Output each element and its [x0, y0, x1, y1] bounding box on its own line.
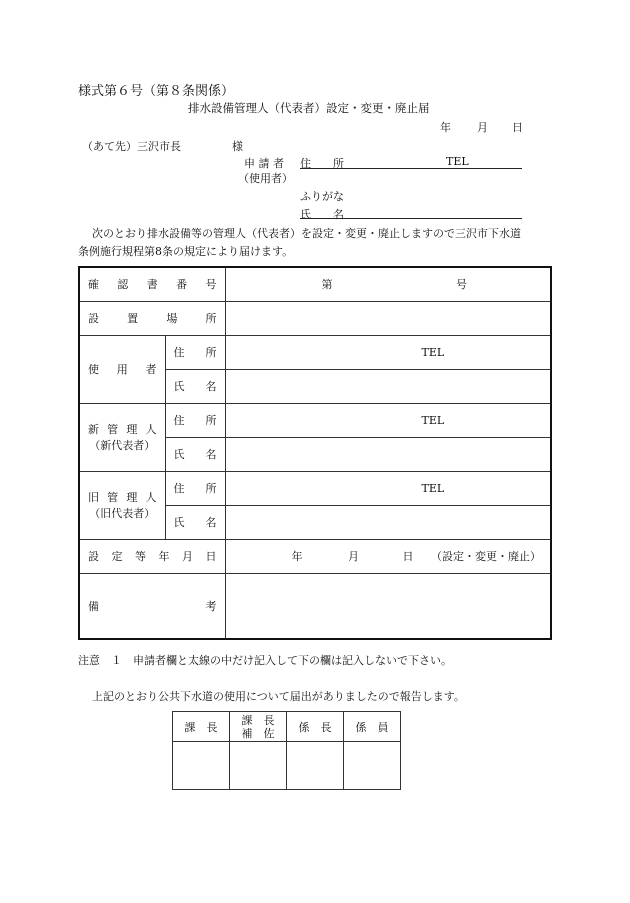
old-manager-name-label: 氏 名	[165, 505, 225, 539]
applicant-address-label: 住 所	[300, 157, 344, 170]
set-date-label: 設 定 等 年 月 日	[79, 539, 225, 573]
form-number: 様式第６号（第８条関係）	[78, 84, 235, 99]
user-name-label: 氏 名	[165, 369, 225, 403]
new-manager-name-field[interactable]	[225, 437, 551, 471]
user-tel-label: TEL	[421, 345, 445, 359]
confirm-number-field[interactable]	[225, 267, 551, 301]
location-label: 設 置 場 所	[79, 301, 225, 335]
addressee: （あて先）三沢市長	[82, 140, 181, 153]
applicant-tel-label: TEL	[446, 155, 469, 168]
old-manager-name-field[interactable]	[225, 505, 551, 539]
confirm-number-label: 確 認 書 番 号	[79, 267, 225, 301]
new-manager-address-field[interactable]	[225, 403, 551, 437]
user-name-field[interactable]	[225, 369, 551, 403]
new-manager-tel-label: TEL	[421, 413, 445, 427]
approval-kakariin-label: 係 員	[344, 712, 401, 742]
old-manager-tel-label: TEL	[421, 481, 445, 495]
remarks-field[interactable]	[225, 573, 551, 639]
new-manager-sub: （新代表者）	[89, 439, 156, 452]
applicant-name-label: 氏 名	[300, 208, 344, 221]
new-manager-address-label: 住 所	[165, 403, 225, 437]
approval-kakaricho-stamp	[287, 742, 344, 790]
date-month: 月	[477, 121, 488, 134]
old-manager-address-field[interactable]	[225, 471, 551, 505]
approval-kacho-stamp	[173, 742, 230, 790]
applicant-sub-label: （使用者）	[238, 172, 293, 185]
form-title: 排水設備管理人（代表者）設定・変更・廃止届	[188, 101, 430, 115]
intro-line-2: 条例施行規程第8条の規定により届けます。	[78, 245, 294, 258]
new-manager-label: 新 管 理 人 （新代表者）	[79, 403, 165, 471]
confirm-dai: 第	[321, 278, 333, 292]
approval-kakaricho-label: 係 長	[287, 712, 344, 742]
old-manager-address-label: 住 所	[165, 471, 225, 505]
set-date-field[interactable]	[225, 539, 551, 573]
confirm-go: 号	[456, 278, 467, 292]
set-date-type: （設定・変更・廃止）	[431, 550, 541, 563]
user-address-field[interactable]	[225, 335, 551, 369]
old-manager-sub: （旧代表者）	[89, 507, 156, 520]
approval-kacho-hosa-stamp	[230, 742, 287, 790]
user-label: 使 用 者	[79, 335, 165, 403]
old-manager-label: 旧 管 理 人 （旧代表者）	[79, 471, 165, 539]
applicant-address-line[interactable]	[300, 168, 522, 169]
remarks-label: 備 考	[79, 573, 225, 639]
applicant-label: 申 請 者	[244, 157, 284, 170]
applicant-furigana-label: ふりがな	[300, 190, 344, 203]
approval-kacho-hosa-label: 課 長 補 佐	[230, 712, 287, 742]
approval-table	[172, 711, 401, 790]
set-date-month: 月	[348, 550, 359, 563]
addressee-honorific: 様	[232, 140, 243, 153]
date-year: 年	[440, 121, 451, 134]
set-date-day: 日	[402, 550, 414, 563]
main-form-table	[78, 266, 552, 640]
note-text: 注意 １ 申請者欄と太線の中だけ記入して下の欄は記入しないで下さい。	[78, 654, 452, 667]
location-field[interactable]	[225, 301, 551, 335]
applicant-name-line[interactable]	[300, 218, 522, 219]
report-text: 上記のとおり公共下水道の使用について届出がありましたので報告します。	[92, 690, 465, 703]
new-manager-name-label: 氏 名	[165, 437, 225, 471]
set-date-year: 年	[291, 550, 303, 563]
approval-kacho-label: 課 長	[173, 712, 230, 742]
user-address-label: 住 所	[165, 335, 225, 369]
date-day: 日	[512, 121, 523, 134]
intro-line-1: 次のとおり排水設備等の管理人（代表者）を設定・変更・廃止しますので三沢市下水道	[92, 227, 521, 240]
approval-kakariin-stamp	[344, 742, 401, 790]
